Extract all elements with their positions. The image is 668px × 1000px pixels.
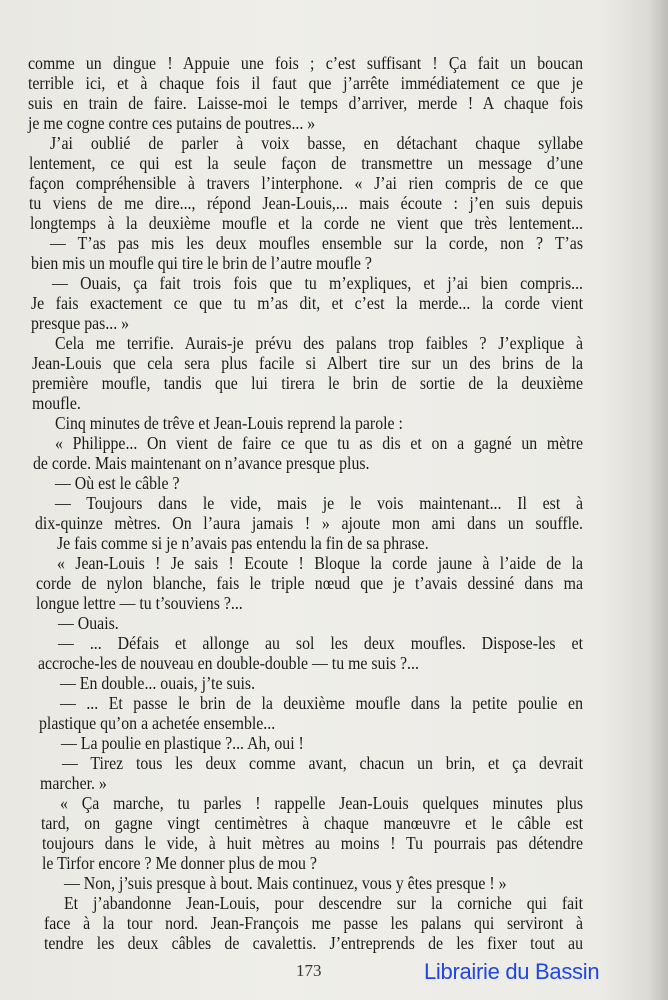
text-line: Je fais exactement ce que tu m’as dit, et c’est la merde... la corde vient — [31, 293, 583, 313]
text-line: Cela me terrifie. Aurais-je prévu des palans trop faibles ? J’explique à — [55, 333, 583, 353]
text-line: marcher. » — [40, 773, 107, 793]
text-line: façon compréhensible à travers l’interphone. « J’ai rien compris de ce que — [29, 173, 583, 193]
text-line: — ... Et passe le brin de la deuxième moufle dans la petite poulie en — [60, 693, 583, 713]
text-line: Et j’abandonne Jean-Louis, pour descendre sur la corniche qui fait — [64, 893, 583, 913]
text-line: tu viens de me dire..., répond Jean-Louis,... mais écoute : j’en suis depuis — [29, 193, 583, 213]
text-line: plastique qu’on a achetée ensemble... — [39, 713, 276, 733]
text-line: — T’as pas mis les deux moufles ensemble sur la corde, non ? T’as — [50, 233, 583, 253]
text-line: le Tirfor encore ? Me donner plus de mou ? — [42, 853, 317, 873]
text-line: « Jean-Louis ! Je sais ! Ecoute ! Bloque la corde jaune à l’aide de la — [57, 553, 583, 573]
bookseller-watermark: Librairie du Bassin — [424, 959, 600, 984]
text-line: longtemps à la deuxième moufle et la corde ne vient que très lentement... — [30, 213, 583, 233]
text-line: Je fais comme si je n’avais pas entendu la fin de sa phrase. — [57, 533, 429, 553]
text-line: — La poulie en plastique ?... Ah, oui ! — [61, 733, 304, 753]
text-line: J’ai oublié de parler à voix basse, en détachant chaque syllabe — [50, 133, 583, 153]
text-line: bien mis un moufle qui tire le brin de l’autre moufle ? — [31, 253, 372, 273]
text-line: je me cogne contre ces putains de poutres... » — [28, 113, 316, 133]
text-line: longue lettre — tu t’souviens ?... — [36, 593, 243, 613]
page-number: 173 — [296, 961, 322, 980]
text-line: comme un dingue ! Appuie une fois ; c’est suffisant ! Ça fait un boucan — [28, 53, 583, 73]
text-line: — Où est le câble ? — [55, 473, 180, 493]
text-line: Jean-Louis que cela sera plus facile si Albert tire sur un des brins de la — [32, 353, 583, 373]
text-line: lentement, ce qui est la seule façon de transmettre un message d’une — [29, 153, 583, 173]
text-line: « Ça marche, tu parles ! rappelle Jean-Louis quelques minutes plus — [60, 793, 583, 813]
text-line: presque pas... » — [31, 313, 130, 333]
text-line: — Tirez tous les deux comme avant, chacun un brin, et ça devrait — [62, 753, 583, 773]
text-line: Cinq minutes de trêve et Jean-Louis reprend la parole : — [55, 413, 403, 433]
text-line: — Non, j’suis presque à bout. Mais continuez, vous y êtes presque ! » — [64, 873, 507, 893]
text-line: corde de nylon blanche, fais le triple nœud que je t’avais dessiné dans ma — [36, 573, 583, 593]
text-line: — Ouais, ça fait trois fois que tu m’expliques, et j’ai bien compris... — [52, 273, 583, 293]
text-line: première moufle, tandis que lui tirera le brin de sortie de la deuxième — [32, 373, 583, 393]
text-line: tendre les deux câbles de cavalettis. J’entreprends de les fixer tout au — [44, 933, 583, 953]
text-line: toujours dans le vide, à huit mètres au moins ! Tu pourrais pas détendre — [42, 833, 583, 853]
text-line: accroche-les de nouveau en double-double — tu me suis ?... — [38, 653, 419, 673]
text-line: de corde. Mais maintenant on n’avance presque plus. — [33, 453, 370, 473]
text-line: — ... Défais et allonge au sol les deux moufles. Dispose-les et — [58, 633, 583, 653]
text-line: suis en train de faire. Laisse-moi le temps d’arriver, merde ! A chaque fois — [28, 93, 583, 113]
text-line: tard, on gagne vingt centimètres à chaque manœuvre et le câble est — [41, 813, 583, 833]
text-line: — Ouais. — [58, 613, 119, 633]
text-line: moufle. — [32, 393, 81, 413]
text-line: « Philippe... On vient de faire ce que tu as dis et on a gagné un mètre — [55, 433, 583, 453]
text-line: — En double... ouais, j’te suis. — [60, 673, 256, 693]
text-line: — Toujours dans le vide, mais je le vois maintenant... Il est à — [55, 493, 583, 513]
text-line: face à la tour nord. Jean-François me passe les palans qui serviront à — [44, 913, 583, 933]
text-line: dix-quinze mètres. On l’aura jamais ! » ajoute mon ami dans un souffle. — [35, 513, 583, 533]
text-line: terrible ici, et à chaque fois il faut que j’arrête immédiatement ce que je — [28, 73, 583, 93]
